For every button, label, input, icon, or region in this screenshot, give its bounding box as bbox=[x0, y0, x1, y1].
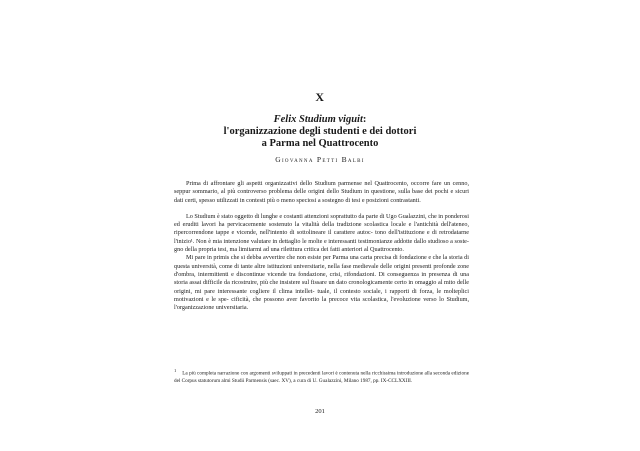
footnote-text bbox=[174, 371, 469, 384]
footnote bbox=[174, 367, 469, 385]
chapter-number: X bbox=[315, 90, 325, 104]
body-line: in dettaglio le molte e interessanti testimonianze addotte dallo studioso a soste- bbox=[272, 237, 469, 245]
body-line: gno della propria tesi, ma limitarmi ad una riletttura critica dei fatti anteriori al bbox=[174, 246, 369, 254]
author-name: Giovanna Petti Balbi bbox=[275, 155, 365, 164]
title-italic-part: Felix Studium viguit bbox=[273, 114, 363, 125]
paragraph-gap bbox=[174, 205, 469, 213]
body-line: omaggio al mito delle origini, mi pare interessante cogliere il clima intellet- bbox=[174, 279, 469, 295]
body-line: sicuri dati certi, spesso utilizzati in contesti più o meno speciosi a sostegno di bbox=[174, 188, 470, 204]
body-line: ripercorrendone tappe e vicende, nell'intento di sottolineare il carattere autoc- bbox=[174, 229, 373, 237]
body-line: profonde zone d'ombra, intermittenti e discontinue vicende tra fondazione, bbox=[174, 262, 470, 278]
body-line: sostenuto la vitalità della tradizione scolastica locale e l'antichità dell'ateneo, bbox=[268, 221, 470, 229]
page-number: 201 bbox=[315, 408, 325, 415]
body-paragraph bbox=[174, 213, 469, 254]
body-line: cificità, che possono aver favorito la precoce vita scolastica, l'evoluzione bbox=[231, 295, 421, 303]
body-line: tono dell'istituzione e di retrodatarne l'inizio¹. Non è mia intenzione valutare bbox=[174, 229, 470, 245]
body-line: tuale, il contesto sociale, i rapporti di forza, le molteplici motivazioni e le spe- bbox=[174, 287, 469, 303]
body-line: Quattrocento, occorre fare un cenno, seppur sommario, al più controverso bbox=[174, 180, 469, 196]
footnote-line: (saec. XV), a cura di U. Gualazzini, Milano 1987, pp. IX-CCLXXIII. bbox=[268, 377, 413, 384]
body-text bbox=[174, 180, 469, 312]
title-colon: : bbox=[362, 114, 367, 125]
body-line: carta precisa di fondazione e che la storia di questa università, come di tante bbox=[174, 254, 469, 270]
body-line: Quattrocento. bbox=[370, 246, 404, 254]
footnote-line: ricchissima introduzione alla seconda edizione del Corpus statutorum almi Studii Parmensis bbox=[174, 370, 469, 384]
body-line: tesi e posizioni contrastanti. bbox=[351, 196, 421, 204]
body-line: ricostruire, più che insistere sul fissare un dato cronologicamente certo in bbox=[231, 279, 414, 287]
body-line: Lo Studium è stato oggetto di lunghe e costanti attenzioni soprattutto da bbox=[186, 212, 365, 220]
chapter-title bbox=[0, 114, 640, 150]
body-line: Mi pare in primis che si debba avvertire che non esiste per Parma una bbox=[186, 254, 359, 262]
body-paragraph bbox=[174, 254, 469, 312]
footnote-mark: 1 bbox=[174, 368, 177, 373]
title-line-3: a Parma nel Quattrocento bbox=[261, 138, 379, 149]
title-line-2: l'organizzazione degli studenti e dei dottori bbox=[223, 126, 417, 137]
body-line: parte di Ugo Gualazzini, che in ponderosi ed eruditi lavori ha pervicacemente bbox=[174, 212, 470, 229]
body-line: verso lo Studium, l'organizzazione universitaria. bbox=[174, 295, 470, 312]
body-line: crisi, rifondazioni. Di conseguenza in presenza di una storia assai difficile da bbox=[174, 270, 469, 287]
body-line: altre istituzioni universitarie, nella fase medievale delle origini presenti bbox=[254, 262, 432, 270]
body-line: Prima di affrontare gli aspetti organizzativi dello Studium parmense nel bbox=[186, 180, 372, 187]
body-paragraph bbox=[174, 180, 469, 205]
title-line-1 bbox=[0, 114, 640, 126]
body-line: problema delle origini dello Studium in questione, sulla base dei pochi e bbox=[268, 188, 454, 196]
footnote-line: La più completa narrazione con argomenti sviluppati in precedenti lavori è contenuta nella bbox=[182, 370, 371, 377]
